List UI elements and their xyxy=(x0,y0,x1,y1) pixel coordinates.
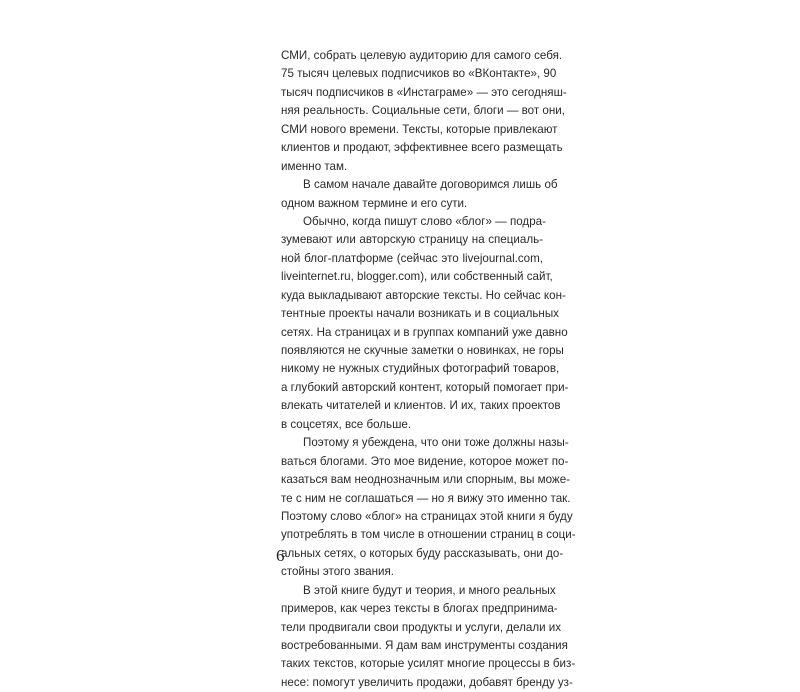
text-line: в соцсетях, все больше. xyxy=(281,417,412,431)
text-line: зумевают или авторскую страницу на специаль- xyxy=(281,233,543,247)
text-line: СМИ нового времени. Тексты, которые привлекают xyxy=(281,122,558,136)
text-line: употреблять в том числе в отношении страниц в соци- xyxy=(281,528,576,542)
text-line: тели продвигали свои продукты и услуги, делали их xyxy=(281,620,562,634)
text-line: СМИ, собрать целевую аудиторию для самого себя. xyxy=(281,49,563,62)
text-line: liveinternet.ru, blogger.com), или собственный сайт, xyxy=(281,270,553,284)
text-line: 75 тысяч целевых подписчиков во «ВКонтакте», 90 xyxy=(281,67,557,81)
text-line: В самом начале давайте договоримся лишь об xyxy=(303,178,558,192)
text-line: одном важном термине и его сути. xyxy=(281,196,468,210)
text-line: клиентов и продают, эффективнее всего размещать xyxy=(281,141,563,155)
text-line: а глубокий авторский контент, который помогает при- xyxy=(281,380,569,394)
text-line: тентные проекты начали возникать и в социальных xyxy=(281,307,559,321)
paragraph-1 xyxy=(281,47,567,176)
text-line: альных сетях, о которых буду рассказывать, они до- xyxy=(281,546,564,560)
text-line: ваться блогами. Это мое видение, которое может по- xyxy=(281,454,569,468)
text-line: те с ним не соглашаться — но я вижу это именно так. xyxy=(281,491,571,505)
text-line: примеров, как через тексты в блогах предпринима- xyxy=(281,602,558,616)
paragraph-3 xyxy=(281,213,569,434)
text-line: влекать читателей и клиентов. И их, таких проектов xyxy=(281,399,561,413)
text-line: В этой книге будут и теория, и много реальных xyxy=(303,583,556,597)
text-line: Поэтому слово «блог» на страницах этой книги я буду xyxy=(281,509,573,523)
text-line: востребованными. Я дам вам инструменты создания xyxy=(281,639,568,652)
paragraph-5 xyxy=(281,582,576,692)
text-line: куда выкладывают авторские тексты. Но сейчас кон- xyxy=(281,288,566,302)
body-text xyxy=(281,47,576,692)
text-line: именно там. xyxy=(281,159,348,173)
text-line: Поэтому я убеждена, что они тоже должны назы- xyxy=(303,436,569,450)
text-line: казаться вам неоднозначным или спорным, вы може- xyxy=(281,473,570,487)
text-line: тысяч подписчиков в «Инстаграме» — это сегодняш- xyxy=(281,85,567,99)
text-line: несе: помогут увеличить продажи, добавят бренду уз- xyxy=(281,675,573,689)
text-line: сетях. На страницах и в группах компаний уже давно xyxy=(281,325,568,339)
text-line: таких текстов, которые усилят многие процессы в биз- xyxy=(281,657,576,671)
text-line: стойны этого звания. xyxy=(281,565,394,579)
text-line: ной блог-платформе (сейчас это livejournal.com, xyxy=(281,251,543,265)
text-line: Обычно, когда пишут слово «блог» — подра- xyxy=(303,214,546,228)
text-line: никому не нужных студийных фотографий товаров, xyxy=(281,362,560,376)
paragraph-4 xyxy=(281,434,576,582)
text-line: появляются не скучные заметки о новинках, не горы xyxy=(281,344,564,357)
page-number: 6 xyxy=(276,546,285,565)
paragraph-2 xyxy=(281,176,558,213)
text-line: няя реальность. Социальные сети, блоги — вот они, xyxy=(281,104,565,118)
